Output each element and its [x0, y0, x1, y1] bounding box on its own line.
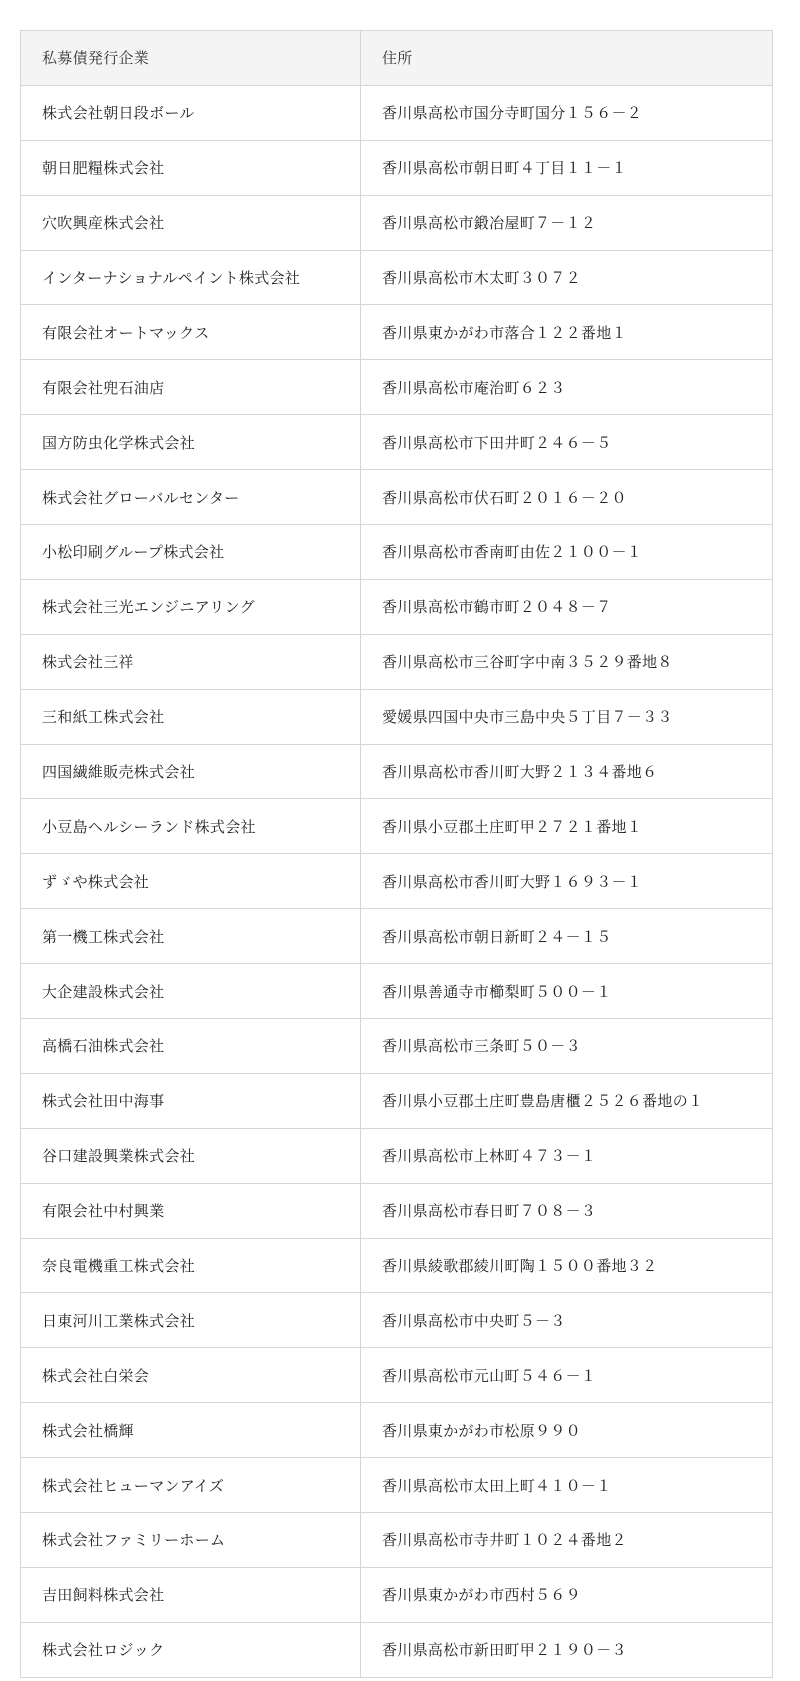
table-body [21, 85, 773, 1677]
table-row [21, 85, 773, 140]
table-row [21, 1513, 773, 1568]
address-cell: 香川県善通寺市櫛梨町５００－１ [361, 964, 773, 1019]
table-row [21, 634, 773, 689]
address-cell: 香川県高松市下田井町２４６－５ [361, 415, 773, 470]
address-cell: 香川県高松市三条町５０－３ [361, 1019, 773, 1074]
table-row [21, 1238, 773, 1293]
company-name-cell: 国方防虫化学株式会社 [21, 415, 361, 470]
table-row [21, 1403, 773, 1458]
table-row [21, 1567, 773, 1622]
table-row [21, 415, 773, 470]
address-cell: 香川県小豆郡土庄町甲２７２１番地１ [361, 799, 773, 854]
table-row [21, 1348, 773, 1403]
address-cell: 香川県高松市伏石町２０１６－２０ [361, 470, 773, 525]
table-row [21, 1622, 773, 1677]
company-name-cell: 有限会社中村興業 [21, 1183, 361, 1238]
table-row [21, 744, 773, 799]
company-name-cell: 株式会社ヒューマンアイズ [21, 1458, 361, 1513]
company-name-cell: 高橋石油株式会社 [21, 1019, 361, 1074]
company-name-cell: 穴吹興産株式会社 [21, 195, 361, 250]
table-row [21, 799, 773, 854]
company-name-cell: 朝日肥糧株式会社 [21, 140, 361, 195]
address-cell: 香川県綾歌郡綾川町陶１５００番地３２ [361, 1238, 773, 1293]
address-cell: 香川県高松市太田上町４１０－１ [361, 1458, 773, 1513]
company-name-cell: 株式会社三光エンジニアリング [21, 579, 361, 634]
address-cell: 香川県高松市国分寺町国分１５６－２ [361, 85, 773, 140]
table-row [21, 1128, 773, 1183]
table-row [21, 1458, 773, 1513]
table-row [21, 250, 773, 305]
company-name-cell: 株式会社白栄会 [21, 1348, 361, 1403]
company-name-cell: 奈良電機重工株式会社 [21, 1238, 361, 1293]
address-cell: 香川県高松市三谷町字中南３５２９番地８ [361, 634, 773, 689]
company-name-cell: 吉田飼料株式会社 [21, 1567, 361, 1622]
table-row [21, 195, 773, 250]
address-cell: 香川県高松市木太町３０７２ [361, 250, 773, 305]
address-cell: 香川県高松市新田町甲２１９０－３ [361, 1622, 773, 1677]
header-company: 私募債発行企業 [21, 31, 361, 86]
address-cell: 愛媛県四国中央市三島中央５丁目７－３３ [361, 689, 773, 744]
company-name-cell: 株式会社ファミリーホーム [21, 1513, 361, 1568]
table-row [21, 1293, 773, 1348]
table-row [21, 909, 773, 964]
bond-issuer-table [20, 30, 773, 1678]
company-name-cell: 株式会社ロジック [21, 1622, 361, 1677]
table-row [21, 525, 773, 580]
address-cell: 香川県高松市香川町大野２１３４番地６ [361, 744, 773, 799]
table-row [21, 1073, 773, 1128]
address-cell: 香川県高松市朝日町４丁目１１－１ [361, 140, 773, 195]
table-row [21, 964, 773, 1019]
company-name-cell: 四国繊維販売株式会社 [21, 744, 361, 799]
table-row [21, 1183, 773, 1238]
company-name-cell: 有限会社兜石油店 [21, 360, 361, 415]
company-name-cell: 株式会社グローバルセンター [21, 470, 361, 525]
company-name-cell: 日東河川工業株式会社 [21, 1293, 361, 1348]
company-name-cell: 株式会社田中海事 [21, 1073, 361, 1128]
address-cell: 香川県高松市朝日新町２４－１５ [361, 909, 773, 964]
table-row [21, 689, 773, 744]
address-cell: 香川県高松市鶴市町２０４８－７ [361, 579, 773, 634]
address-cell: 香川県高松市香川町大野１６９３－１ [361, 854, 773, 909]
table-row [21, 854, 773, 909]
table-row [21, 140, 773, 195]
address-cell: 香川県東かがわ市落合１２２番地１ [361, 305, 773, 360]
table-row [21, 360, 773, 415]
table-row [21, 579, 773, 634]
table-row [21, 470, 773, 525]
table-header [21, 31, 773, 86]
address-cell: 香川県小豆郡土庄町豊島唐櫃２５２６番地の１ [361, 1073, 773, 1128]
bond-issuer-table-container [20, 30, 772, 1678]
company-name-cell: 第一機工株式会社 [21, 909, 361, 964]
company-name-cell: 小松印刷グループ株式会社 [21, 525, 361, 580]
table-row [21, 305, 773, 360]
address-cell: 香川県高松市中央町５－３ [361, 1293, 773, 1348]
company-name-cell: 株式会社橋輝 [21, 1403, 361, 1458]
address-cell: 香川県高松市春日町７０８－３ [361, 1183, 773, 1238]
company-name-cell: 株式会社朝日段ボール [21, 85, 361, 140]
address-cell: 香川県高松市鍛冶屋町７－１２ [361, 195, 773, 250]
company-name-cell: 谷口建設興業株式会社 [21, 1128, 361, 1183]
address-cell: 香川県東かがわ市西村５６９ [361, 1567, 773, 1622]
company-name-cell: 大企建設株式会社 [21, 964, 361, 1019]
header-row [21, 31, 773, 86]
company-name-cell: ずゞや株式会社 [21, 854, 361, 909]
table-row [21, 1019, 773, 1074]
address-cell: 香川県高松市香南町由佐２１００－１ [361, 525, 773, 580]
header-address: 住所 [361, 31, 773, 86]
company-name-cell: 株式会社三祥 [21, 634, 361, 689]
company-name-cell: インターナショナルペイント株式会社 [21, 250, 361, 305]
company-name-cell: 三和紙工株式会社 [21, 689, 361, 744]
address-cell: 香川県高松市上林町４７３－１ [361, 1128, 773, 1183]
company-name-cell: 小豆島ヘルシーランド株式会社 [21, 799, 361, 854]
address-cell: 香川県高松市寺井町１０２４番地２ [361, 1513, 773, 1568]
address-cell: 香川県高松市庵治町６２３ [361, 360, 773, 415]
address-cell: 香川県東かがわ市松原９９０ [361, 1403, 773, 1458]
company-name-cell: 有限会社オートマックス [21, 305, 361, 360]
address-cell: 香川県高松市元山町５４６－１ [361, 1348, 773, 1403]
